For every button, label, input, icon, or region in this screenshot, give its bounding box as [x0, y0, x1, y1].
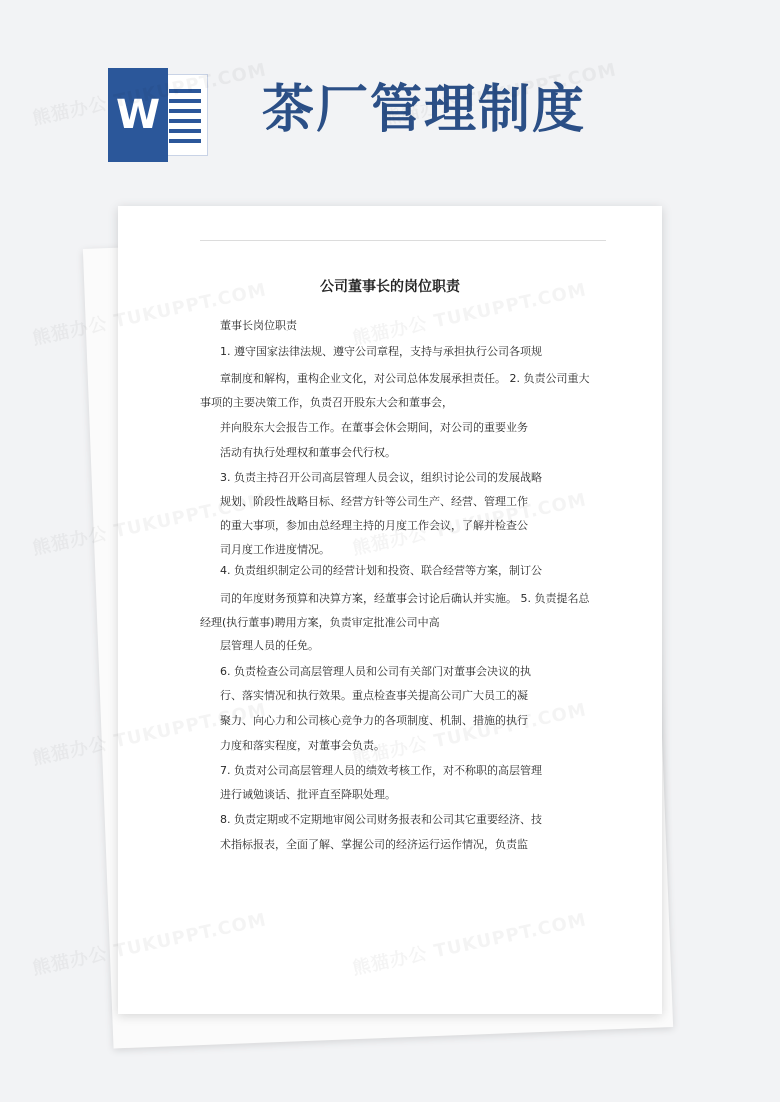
doc-line: 层管理人员的任免。: [220, 639, 319, 652]
doc-line: 进行诫勉谈话、批评直至降职处理。: [220, 788, 396, 801]
page-title: 茶厂管理制度: [262, 79, 587, 140]
doc-line: 1. 遵守国家法律法规、遵守公司章程，支持与承担执行公司各项规: [220, 345, 542, 358]
doc-line: 7. 负责对公司高层管理人员的绩效考核工作，对不称职的高层管理: [220, 764, 542, 777]
doc-line: 6. 负责检查公司高层管理人员和公司有关部门对董事会决议的执: [220, 665, 531, 678]
doc-line: 活动有执行处理权和董事会代行权。: [220, 446, 396, 459]
doc-line: 3. 负责主持召开公司高层管理人员会议，组织讨论公司的发展战略: [220, 471, 542, 484]
doc-line: 规划、阶段性战略目标、经营方针等公司生产、经营、管理工作: [220, 495, 528, 508]
doc-line: 术指标报表，全面了解、掌握公司的经济运行运作情况，负责监: [220, 838, 528, 851]
word-logo-letter: W: [108, 68, 168, 162]
doc-line: 司月度工作进度情况。: [220, 543, 330, 556]
doc-line: 4. 负责组织制定公司的经营计划和投资、联合经营等方案，制订公: [220, 564, 542, 577]
doc-line: 力度和落实程度，对董事会负责。: [220, 739, 385, 752]
doc-line: 董事长岗位职责: [220, 319, 297, 332]
doc-line: 章制度和解构，重构企业文化，对公司总体发展承担责任。 2. 负责公司重大: [220, 372, 590, 385]
doc-line: 聚力、向心力和公司核心竞争力的各项制度、机制、措施的执行: [220, 714, 528, 727]
doc-line: 经理(执行董事)聘用方案，负责审定批准公司中高: [200, 616, 440, 629]
doc-line: 并向股东大会报告工作。在董事会休会期间，对公司的重要业务: [220, 421, 528, 434]
doc-line: 的重大事项，参加由总经理主持的月度工作会议，了解并检查公: [220, 519, 528, 532]
document-title: 公司董事长的岗位职责: [320, 279, 460, 295]
doc-line: 事项的主要决策工作，负责召开股东大会和董事会，: [200, 396, 453, 409]
top-rule: [200, 240, 606, 241]
doc-line: 行、落实情况和执行效果。重点检查事关提高公司广大员工的凝: [220, 689, 528, 702]
doc-line: 司的年度财务预算和决算方案，经董事会讨论后确认并实施。 5. 负责提名总: [220, 592, 590, 605]
doc-line: 8. 负责定期或不定期地审阅公司财务报表和公司其它重要经济、技: [220, 813, 542, 826]
